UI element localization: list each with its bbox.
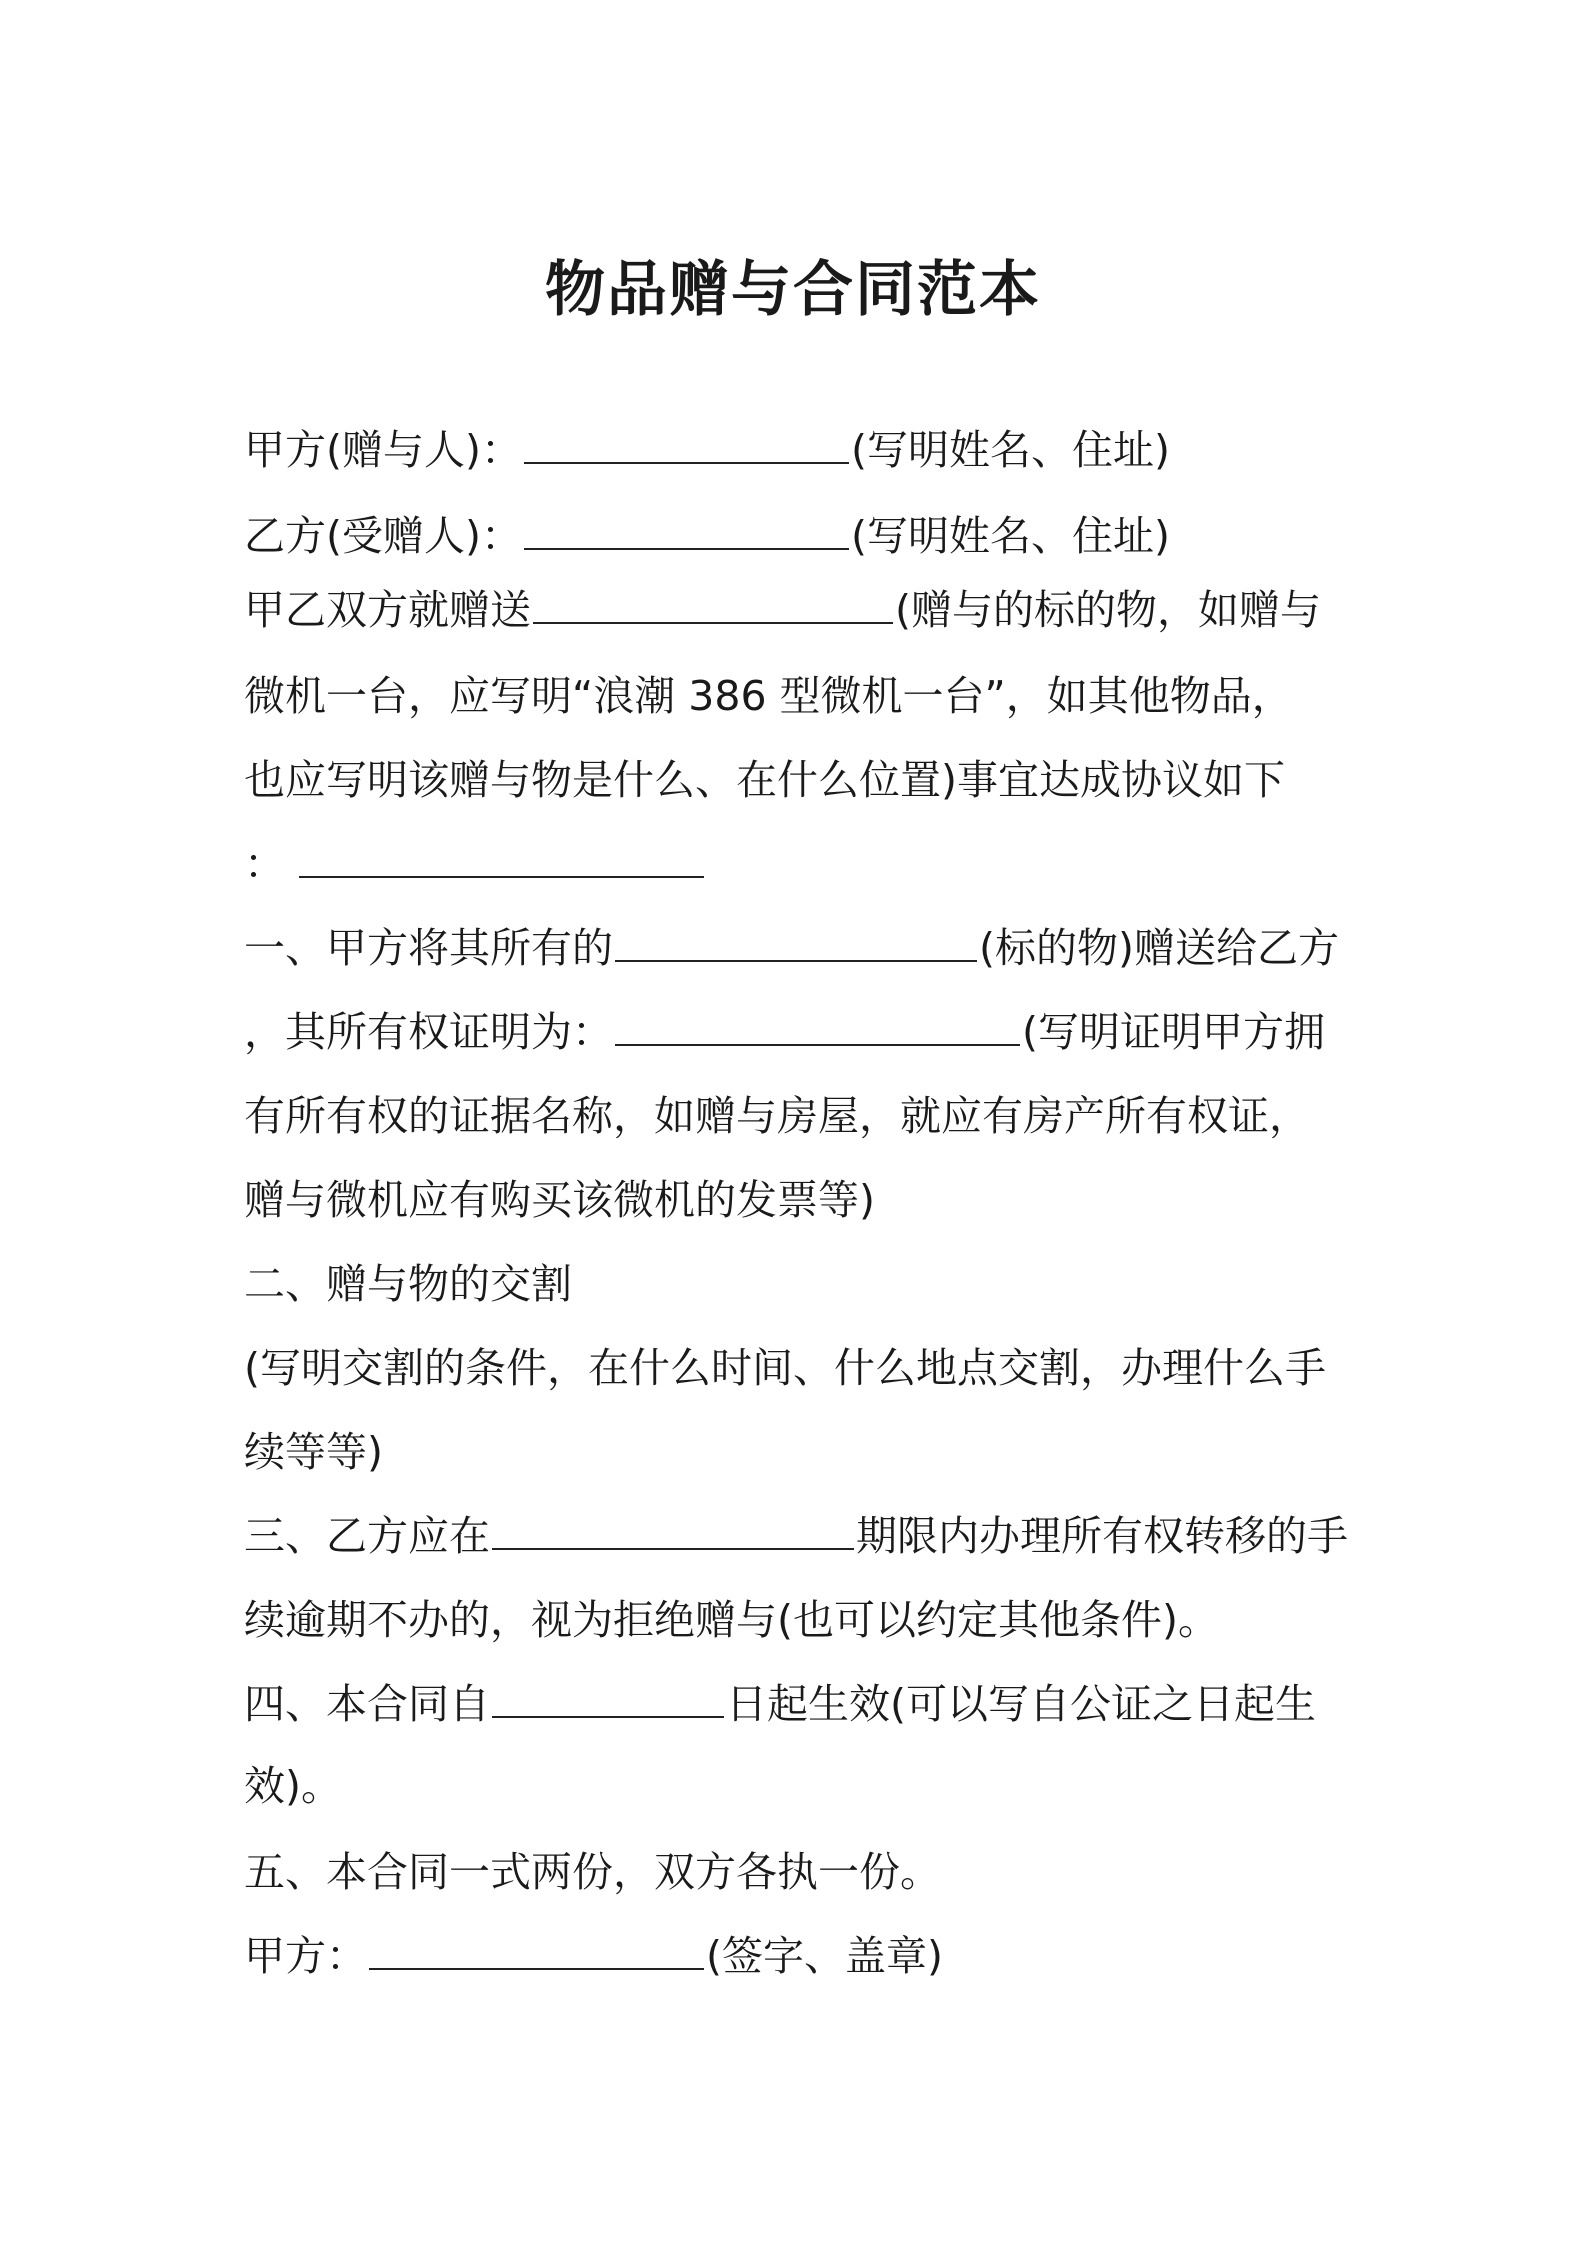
paragraph-line: (写明交割的条件，在什么时间、什么地点交割，办理什么手	[244, 1344, 1326, 1392]
clause-4-label: 四、本合同自	[244, 1680, 490, 1728]
paragraph-line: 效)。	[244, 1762, 342, 1810]
clause-5-line: 五、本合同一式两份，双方各执一份。	[244, 1848, 941, 1896]
paragraph-line: 续逾期不办的，视为拒绝赠与(也可以约定其他条件)。	[244, 1596, 1219, 1644]
paragraph-line: 续等等)	[244, 1428, 383, 1476]
agreement-blank[interactable]	[299, 836, 704, 878]
party-a-note: (写明姓名、住址)	[851, 426, 1170, 474]
clause-2-heading: 二、赠与物的交割	[244, 1260, 572, 1308]
clause-3-blank[interactable]	[492, 1508, 854, 1550]
ownership-proof-note: (写明证明甲方拥	[1022, 1008, 1325, 1056]
ownership-proof-label: ，其所有权证明为：	[244, 1008, 613, 1056]
paragraph-line: 有所有权的证据名称，如赠与房屋，就应有房产所有权证，	[244, 1092, 1310, 1140]
clause-4-line	[244, 1674, 1316, 1734]
gift-item-blank[interactable]	[533, 582, 893, 624]
party-b-line	[244, 506, 1170, 566]
clause-4-note: 日起生效(可以写自公证之日起生	[726, 1680, 1316, 1728]
party-a-blank[interactable]	[524, 422, 849, 464]
agreement-colon: ：	[244, 840, 285, 888]
party-b-label: 乙方(受赠人)：	[244, 512, 522, 560]
paragraph-line: 微机一台，应写明“浪潮 386 型微机一台”，如其他物品，	[244, 672, 1293, 720]
party-a-label: 甲方(赠与人)：	[244, 426, 522, 474]
clause-1-label: 一、甲方将其所有的	[244, 924, 613, 972]
gift-item-label: 甲乙双方就赠送	[244, 586, 531, 634]
clause-3-line	[244, 1506, 1348, 1566]
signature-blank[interactable]	[369, 1928, 704, 1970]
gift-item-note: (赠与的标的物，如赠与	[895, 586, 1321, 634]
gift-item-line	[244, 580, 1321, 640]
document-title: 物品赠与合同范本	[545, 255, 1041, 325]
paragraph-line: 赠与微机应有购买该微机的发票等)	[244, 1176, 875, 1224]
clause-1-note: (标的物)赠送给乙方	[979, 924, 1339, 972]
ownership-proof-blank[interactable]	[615, 1004, 1020, 1046]
clause-3-label: 三、乙方应在	[244, 1512, 490, 1560]
party-b-note: (写明姓名、住址)	[851, 512, 1170, 560]
signature-line	[244, 1926, 943, 1986]
clause-1-line	[244, 918, 1339, 978]
signature-note: (签字、盖章)	[706, 1932, 943, 1980]
paragraph-line: 也应写明该赠与物是什么、在什么位置)事宜达成协议如下	[244, 756, 1285, 804]
ownership-proof-line	[244, 1002, 1325, 1062]
signature-label: 甲方：	[244, 1932, 367, 1980]
clause-3-note: 期限内办理所有权转移的手	[856, 1512, 1348, 1560]
agreement-line	[244, 834, 706, 894]
clause-4-blank[interactable]	[492, 1676, 724, 1718]
party-a-line	[244, 420, 1170, 480]
clause-1-blank[interactable]	[615, 920, 977, 962]
party-b-blank[interactable]	[524, 508, 849, 550]
